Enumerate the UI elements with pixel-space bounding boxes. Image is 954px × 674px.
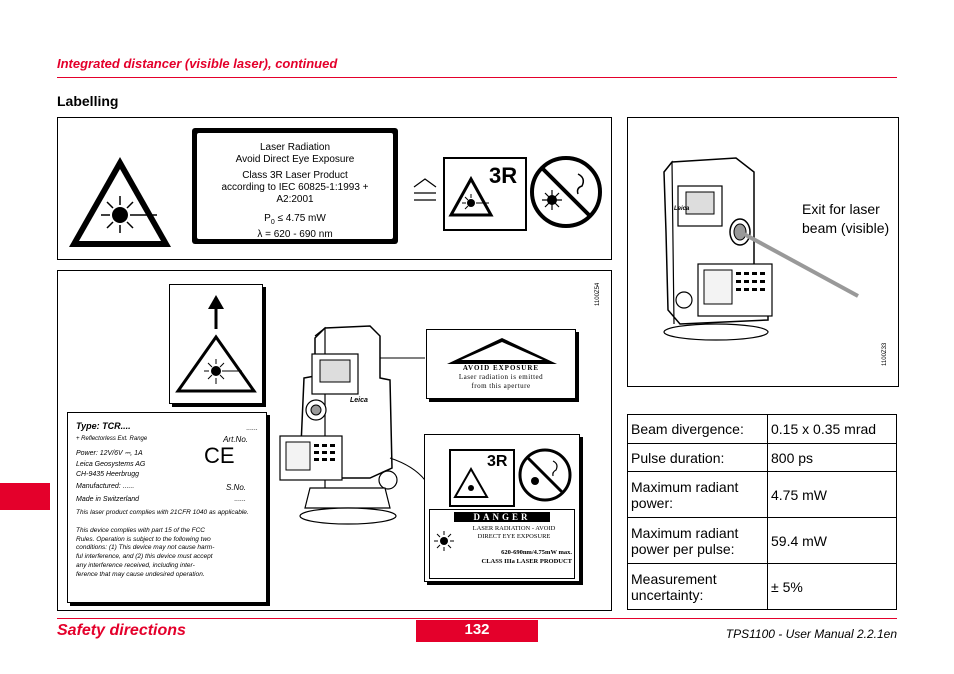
type-plate bbox=[67, 412, 267, 603]
spec-row bbox=[628, 564, 897, 610]
type-plate-type-dots: ...... bbox=[246, 425, 258, 432]
avoid-exposure-line-1: Laser radiation is emitted bbox=[458, 373, 544, 381]
type-plate-company: Leica Geosystems AG bbox=[76, 461, 146, 468]
instrument-brand-2: Leica bbox=[674, 206, 690, 212]
type-plate-fcc: This device complies with part 15 of the FCC Rules. Operation is subject to the following two conditions: (1) This device may not cause harm- ful interference, and (2) this device must accept any interference received, including inter- ference that may cause undesired operation. bbox=[76, 527, 215, 578]
footer-section-title: Safety directions bbox=[57, 622, 186, 639]
danger-line-1: LASER RADIATION - AVOID bbox=[472, 525, 556, 532]
chapter-side-tab bbox=[0, 483, 50, 510]
laser-exit-callout: Exit for laser beam (visible) bbox=[802, 201, 890, 236]
label-wavelength: λ = 620 - 690 nm bbox=[257, 229, 333, 240]
danger-prohibition-icon bbox=[517, 447, 573, 503]
type-plate-made-dots: ...... bbox=[234, 496, 246, 503]
page-header-title: Integrated distancer (visible laser), continued bbox=[57, 56, 338, 71]
label-line-1: Laser Radiation bbox=[259, 142, 331, 153]
equivalence-symbol-icon bbox=[412, 178, 438, 204]
type-plate-s-no: S.No. bbox=[225, 483, 246, 492]
laser-explanatory-label bbox=[192, 128, 398, 244]
spec-label: Maximum radiant power per pulse: bbox=[628, 518, 768, 564]
spec-value: 4.75 mW bbox=[768, 472, 897, 518]
spec-value: 0.15 x 0.35 mrad bbox=[768, 415, 897, 444]
footer-rule bbox=[57, 618, 897, 619]
footer-manual-title: TPS1100 - User Manual 2.2.1en bbox=[725, 627, 897, 641]
avoid-exposure-title: AVOID EXPOSURE bbox=[462, 364, 540, 372]
danger-line-4: CLASS IIIa LASER PRODUCT bbox=[481, 558, 572, 565]
instrument-front-drawing bbox=[636, 152, 866, 342]
avoid-exposure-triangle-icon bbox=[447, 338, 557, 366]
label-line-2: Avoid Direct Eye Exposure bbox=[235, 154, 355, 165]
label-power: $P_0 \le 4.75$ mW bbox=[264, 213, 326, 226]
spec-value: ± 5% bbox=[768, 564, 897, 610]
page-number: 132 bbox=[416, 620, 538, 642]
type-plate-made-in: Made in Switzerland bbox=[76, 496, 140, 503]
type-plate-cfr: This laser product complies with 21CFR 1040 as applicable. bbox=[76, 509, 249, 516]
section-title: Labelling bbox=[57, 93, 119, 109]
spec-row bbox=[628, 415, 897, 444]
label-line-4: according to IEC 60825-1:1993 + bbox=[221, 182, 369, 193]
spec-label: Beam divergence: bbox=[628, 415, 768, 444]
type-plate-manufactured: Manufactured: ...... bbox=[76, 483, 135, 490]
spec-label: Measurement uncertainty: bbox=[628, 564, 768, 610]
label-line-5: A2:2001 bbox=[276, 194, 314, 205]
no-staring-prohibition-icon bbox=[528, 154, 604, 230]
avoid-exposure-sign bbox=[426, 329, 576, 399]
spec-label: Pulse duration: bbox=[628, 444, 768, 472]
type-plate-reflectorless: + Reflectorless Ext. Range bbox=[76, 436, 148, 442]
danger-label bbox=[424, 434, 580, 582]
danger-3r-text: 3R bbox=[487, 453, 508, 470]
label-line-3: Class 3R Laser Product bbox=[242, 170, 348, 181]
figure-id-1: 1100Z54 bbox=[595, 282, 601, 306]
type-plate-art-no: Art.No. bbox=[223, 435, 248, 444]
danger-title: DANGER bbox=[454, 512, 550, 522]
laser-warning-triangle-icon bbox=[65, 153, 175, 251]
instrument-drawing bbox=[270, 318, 425, 528]
type-plate-type: Type: TCR.... bbox=[76, 421, 131, 431]
class-3r-sign bbox=[443, 157, 527, 231]
type-plate-address: CH-9435 Heerbrugg bbox=[76, 471, 140, 478]
danger-line-2: DIRECT EYE EXPOSURE bbox=[477, 533, 551, 540]
spec-row bbox=[628, 472, 897, 518]
up-arrow-laser-icon bbox=[170, 285, 262, 403]
type-plate-power: Power: 12V/6V ⎓, 1A bbox=[76, 450, 143, 457]
header-rule bbox=[57, 77, 897, 78]
danger-line-3: 620-690nm/4.75mW max. bbox=[501, 549, 572, 556]
instrument-brand-1: Leica bbox=[350, 397, 368, 404]
class-3r-text: 3R bbox=[489, 163, 518, 188]
danger-text-box bbox=[429, 509, 575, 579]
aperture-arrow-sign bbox=[169, 284, 263, 404]
spec-row bbox=[628, 444, 897, 472]
spec-value: 59.4 mW bbox=[768, 518, 897, 564]
ce-mark-icon: CE bbox=[204, 443, 235, 468]
avoid-exposure-line-2: from this aperture bbox=[471, 382, 531, 390]
spec-label: Maximum radiant power: bbox=[628, 472, 768, 518]
danger-3r-sign bbox=[449, 449, 515, 507]
spec-value: 800 ps bbox=[768, 444, 897, 472]
figure-id-2: 1100Z33 bbox=[882, 342, 888, 366]
spec-row bbox=[628, 518, 897, 564]
laser-specs-table bbox=[627, 414, 897, 610]
